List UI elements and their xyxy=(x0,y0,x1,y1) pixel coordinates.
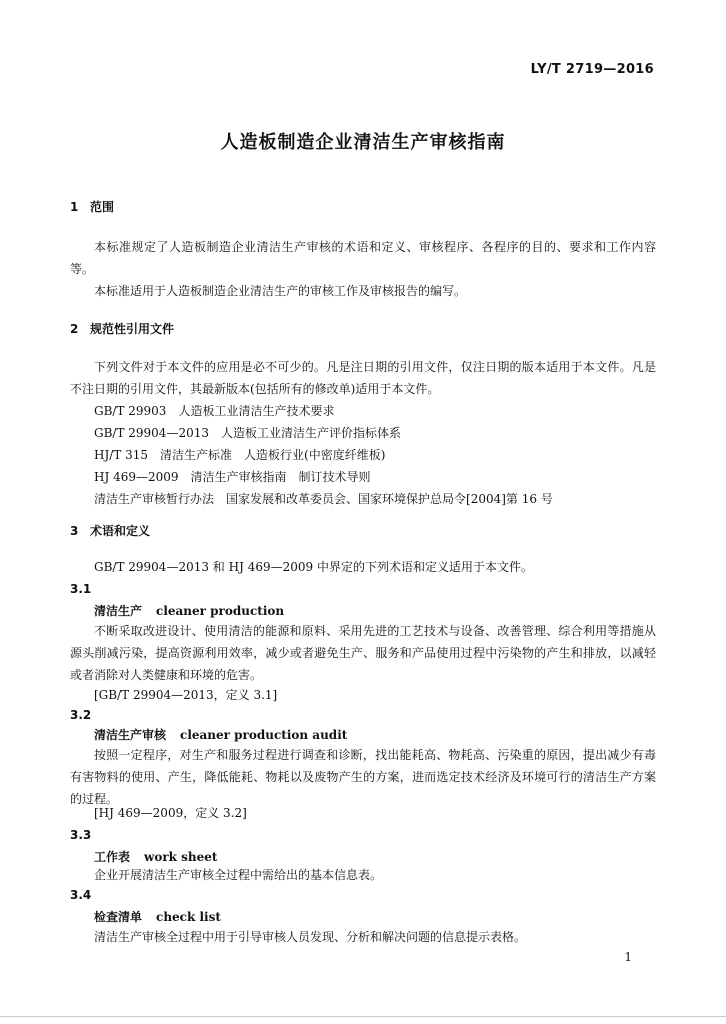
term-heading xyxy=(94,908,221,925)
term-source: [HJ 469—2009，定义 3.2] xyxy=(94,806,247,820)
term-definition: 按照一定程序，对生产和服务过程进行调查和诊断，找出能耗高、物耗高、污染重的原因，提出减少有毒有害物料的使用、产生，降低能耗、物耗以及废物产生的方案，进而选定技术经济及环境可行的清洁生产方案的过程。 xyxy=(70,748,656,806)
footer-divider xyxy=(0,1016,726,1017)
term-heading xyxy=(94,848,217,865)
section-number: 3 xyxy=(70,524,79,538)
section-1-paragraph-2: 本标准适用于人造板制造企业清洁生产的审核工作及审核报告的编写。 xyxy=(94,284,467,298)
term-en: work sheet xyxy=(144,850,218,864)
term-number: 3.4 xyxy=(70,888,92,902)
term-heading xyxy=(94,602,284,619)
term-definition: 企业开展清洁生产审核全过程中需给出的基本信息表。 xyxy=(94,868,383,882)
reference-item xyxy=(94,444,385,466)
term-number: 3.2 xyxy=(70,708,92,722)
section-1-paragraph-1: 本标准规定了人造板制造企业清洁生产审核的术语和定义、审核程序、各程序的目的、要求和工作内容等。 xyxy=(70,240,656,276)
reference-code: GB/T 29903 xyxy=(94,404,167,418)
section-3-intro: GB/T 29904—2013 和 HJ 469—2009 中界定的下列术语和定义适用于本文件。 xyxy=(94,560,533,574)
term-number: 3.1 xyxy=(70,582,92,596)
term-definition: 清洁生产审核全过程中用于引导审核人员发现、分析和解决问题的信息提示表格。 xyxy=(94,930,527,944)
term-en: cleaner production audit xyxy=(180,728,348,742)
reference-item xyxy=(94,466,371,488)
reference-code: HJ 469—2009 xyxy=(94,470,179,484)
reference-name: 人造板工业清洁生产技术要求 xyxy=(178,404,335,418)
term-en: check list xyxy=(156,910,221,924)
reference-name: 国家发展和改革委员会、国家环境保护总局令[2004]第 16 号 xyxy=(226,492,553,506)
term-definition: 不断采取改进设计、使用清洁的能源和原料、采用先进的工艺技术与设备、改善管理、综合利用等措施从源头削减污染，提高资源利用效率，减少或者避免生产、服务和产品使用过程中污染物的产生和排放，以减轻或者消除对人类健康和环境的危害。 xyxy=(70,624,656,682)
reference-name: 清洁生产标准 人造板行业(中密度纤维板) xyxy=(160,448,386,462)
section-2-heading xyxy=(70,320,174,337)
term-heading xyxy=(94,726,347,743)
reference-item xyxy=(94,422,401,444)
reference-item xyxy=(94,488,553,510)
section-2-intro: 下列文件对于本文件的应用是必不可少的。凡是注日期的引用文件，仅注日期的版本适用于本文件。凡是不注日期的引用文件，其最新版本(包括所有的修改单)适用于本文件。 xyxy=(70,360,656,396)
reference-name: 清洁生产审核指南 制订技术导则 xyxy=(190,470,371,484)
term-zh: 清洁生产审核 xyxy=(94,728,167,742)
reference-code: GB/T 29904—2013 xyxy=(94,426,209,440)
term-zh: 检查清单 xyxy=(94,910,143,924)
section-title: 范围 xyxy=(90,200,115,214)
term-source: [GB/T 29904—2013，定义 3.1] xyxy=(94,688,278,702)
section-3-heading xyxy=(70,522,150,539)
document-title: 人造板制造企业清洁生产审核指南 xyxy=(220,132,506,153)
page-number: 1 xyxy=(624,950,632,964)
term-en: cleaner production xyxy=(156,604,285,618)
reference-code: 清洁生产审核暂行办法 xyxy=(94,492,215,506)
section-number: 2 xyxy=(70,322,79,336)
section-title: 术语和定义 xyxy=(90,524,151,538)
section-title: 规范性引用文件 xyxy=(90,322,175,336)
section-1-heading xyxy=(70,198,114,215)
standard-code: LY/T 2719—2016 xyxy=(530,62,654,77)
term-zh: 清洁生产 xyxy=(94,604,143,618)
reference-code: HJ/T 315 xyxy=(94,448,149,462)
reference-name: 人造板工业清洁生产评价指标体系 xyxy=(220,426,401,440)
reference-item xyxy=(94,400,334,422)
term-number: 3.3 xyxy=(70,828,92,842)
section-number: 1 xyxy=(70,200,79,214)
term-zh: 工作表 xyxy=(94,850,131,864)
